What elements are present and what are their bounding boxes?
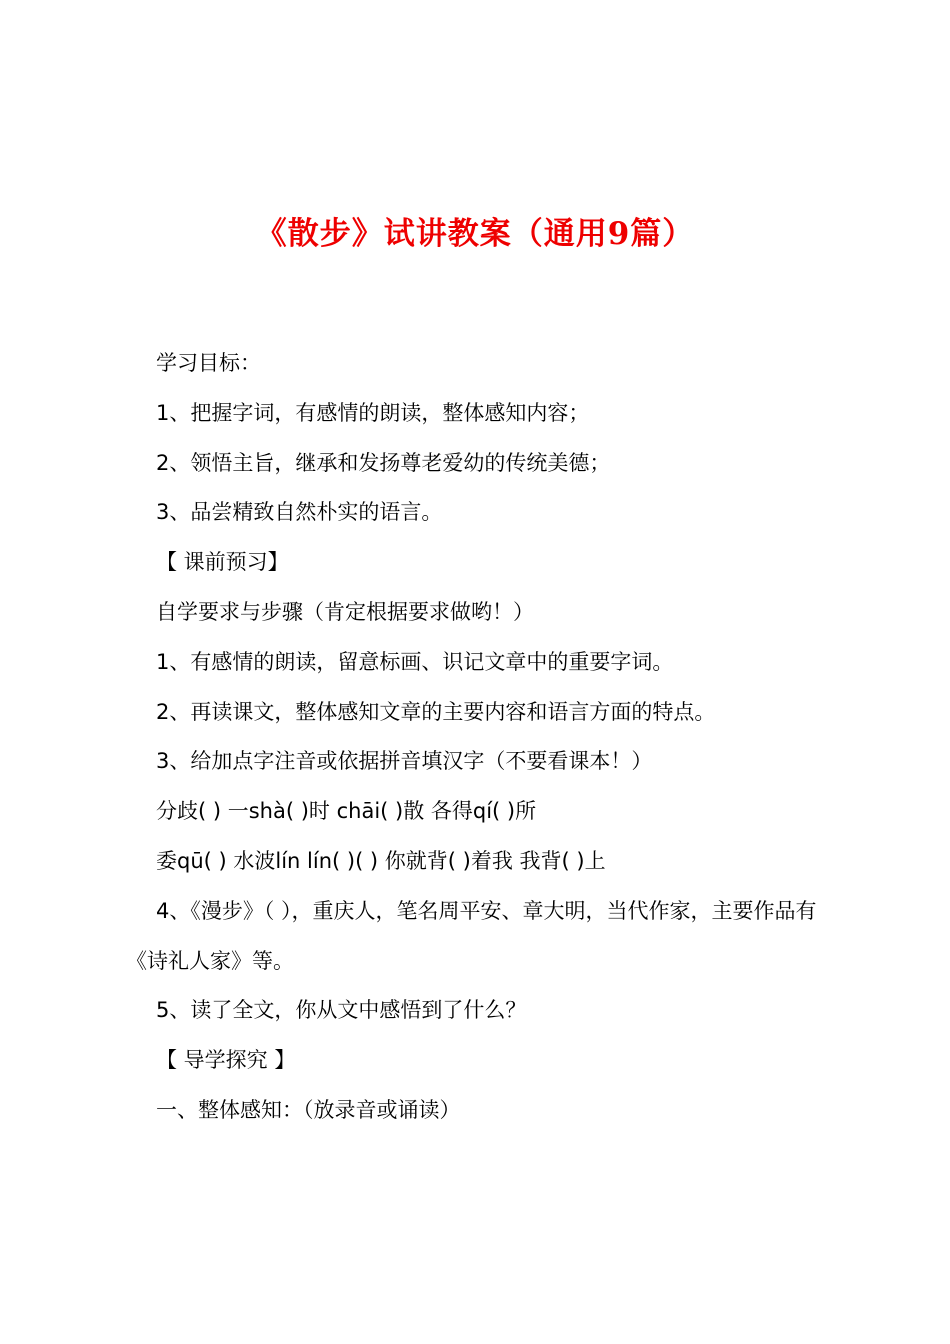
paragraph-learning-goals: 学习目标： — [156, 351, 261, 375]
paragraph-goal-1: 1、把握字词，有感情的朗读，整体感知内容； — [156, 400, 590, 425]
paragraph-step-5: 5、读了全文，你从文中感悟到了什么？ — [156, 998, 527, 1023]
paragraph-step-3: 3、给加点字注音或依据拼音填汉字（不要看课本！） — [156, 749, 653, 774]
paragraph-step-4: 4、《漫步》（ ），重庆人，笔名周平安、章大明，当代作家，主要作品有《诗礼人家》等。 — [126, 898, 817, 973]
document-title: 《散步》试讲教案（通用9篇） — [255, 216, 695, 252]
section-heading-preview: 【 课前预习】 — [156, 550, 289, 575]
paragraph-goal-3: 3、品尝精致自然朴实的语言。 — [156, 500, 443, 525]
paragraph-overall-perception: 一、整体感知：（放录音或诵读） — [156, 1097, 461, 1122]
document-body — [126, 339, 836, 1136]
paragraph-step-1: 1、有感情的朗读，留意标画、识记文章中的重要字词。 — [156, 649, 674, 674]
paragraph-step-2: 2、再读课文，整体感知文章的主要内容和语言方面的特点。 — [156, 699, 716, 724]
paragraph-pinyin-line-1: 分歧( ) 一shà( )时 chāi( )散 各得qí( )所 — [156, 799, 537, 824]
paragraph-pinyin-line-2: 委qū( ) 水波lín lín( )( ) 你就背( )着我 我背( )上 — [156, 848, 606, 873]
section-heading-guided-inquiry: 【 导学探究 】 — [156, 1048, 296, 1073]
paragraph-goal-2: 2、领悟主旨，继承和发扬尊老爱幼的传统美德； — [156, 450, 611, 475]
paragraph-self-study: 自学要求与步骤（肯定根据要求做哟！） — [156, 599, 534, 624]
